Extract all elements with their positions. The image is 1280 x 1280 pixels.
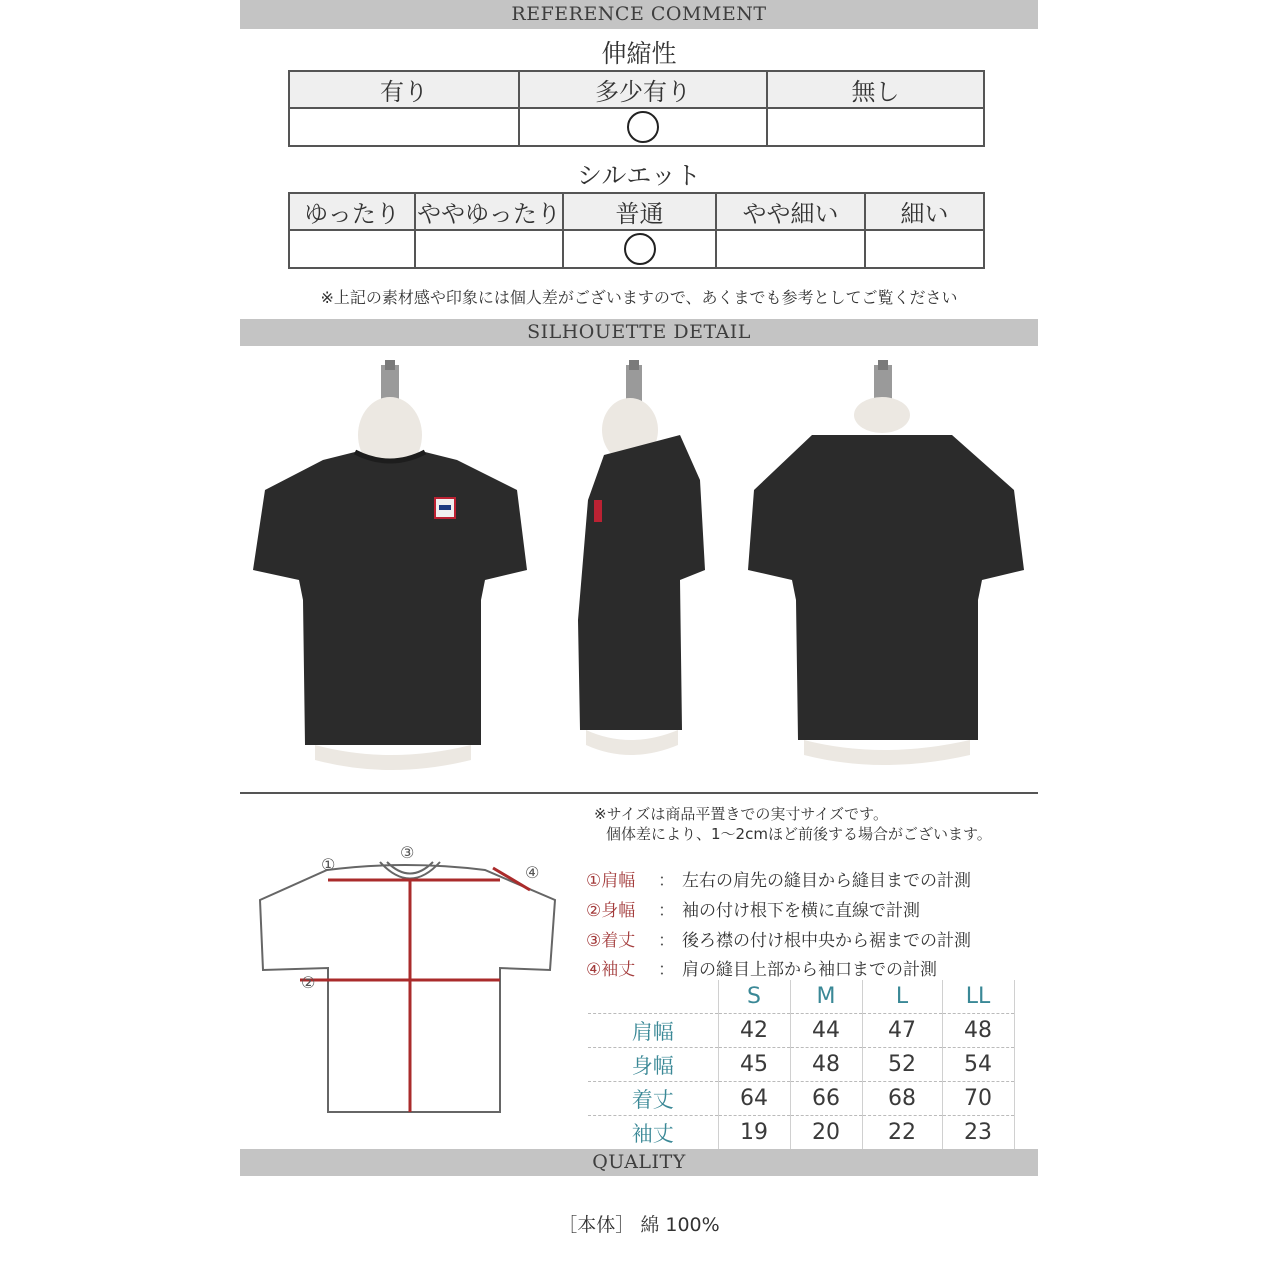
size-cell: 68	[862, 1082, 942, 1116]
measurement-desc: 袖の付け根下を横に直線で計測	[682, 901, 920, 921]
size-cell: 42	[718, 1014, 790, 1048]
size-note-line1: ※サイズは商品平置きでの実寸サイズです。	[594, 805, 888, 823]
marker-1: ①	[321, 855, 336, 874]
section-divider	[240, 792, 1038, 794]
tshirt-front-photo	[245, 360, 535, 780]
size-row-label: 着丈	[588, 1082, 718, 1116]
measurement-sep: ：	[658, 960, 675, 980]
silhouette-title: シルエット	[577, 161, 701, 190]
silhouette-value-slim	[865, 230, 984, 268]
size-header: LL	[942, 980, 1014, 1014]
stretch-value-somewhat	[519, 108, 767, 146]
measurement-label: ③着丈	[586, 931, 636, 951]
size-header: M	[790, 980, 862, 1014]
size-row	[588, 1014, 1014, 1048]
stretch-title: 伸縮性	[601, 39, 677, 68]
size-diagram	[255, 840, 575, 1120]
measurement-row	[586, 926, 971, 951]
stretch-header-none: 無し	[767, 71, 984, 108]
silhouette-value-slightly-slim	[716, 230, 865, 268]
measurement-sep: ：	[658, 901, 675, 921]
size-cell: 48	[790, 1048, 862, 1082]
reference-comment-header: REFERENCE COMMENT	[240, 0, 1038, 29]
measurement-row	[586, 955, 937, 980]
selected-circle-icon	[624, 233, 656, 265]
stretch-value-yes	[289, 108, 519, 146]
size-row-label: 肩幅	[588, 1014, 718, 1048]
size-row-label: 袖丈	[588, 1116, 718, 1150]
stretch-table	[288, 70, 985, 147]
silhouette-value-loose	[289, 230, 415, 268]
size-header: L	[862, 980, 942, 1014]
size-cell: 47	[862, 1014, 942, 1048]
size-cell: 52	[862, 1048, 942, 1082]
stretch-value-none	[767, 108, 984, 146]
silhouette-value-regular	[563, 230, 716, 268]
size-note-line2: 個体差により、1～2cmほど前後する場合がございます。	[606, 825, 992, 843]
size-table	[588, 980, 1015, 1150]
silhouette-table	[288, 192, 985, 269]
size-row-label: 身幅	[588, 1048, 718, 1082]
measurement-desc: 肩の縫目上部から袖口までの計測	[682, 960, 937, 980]
selected-circle-icon	[627, 111, 659, 143]
size-row	[588, 1116, 1014, 1150]
size-cell: 19	[718, 1116, 790, 1150]
quality-header: QUALITY	[240, 1149, 1038, 1176]
silhouette-detail-header: SILHOUETTE DETAIL	[240, 319, 1038, 346]
size-cell: 23	[942, 1116, 1014, 1150]
size-cell: 45	[718, 1048, 790, 1082]
stretch-header-yes: 有り	[289, 71, 519, 108]
size-corner	[588, 980, 718, 1014]
size-row	[588, 1082, 1014, 1116]
measurement-sep: ：	[658, 871, 675, 891]
silhouette-header-slightly-slim: やや細い	[716, 193, 865, 230]
marker-3: ③	[400, 843, 415, 862]
size-cell: 22	[862, 1116, 942, 1150]
size-cell: 20	[790, 1116, 862, 1150]
silhouette-header-loose: ゆったり	[289, 193, 415, 230]
size-cell: 44	[790, 1014, 862, 1048]
quality-text: ［本体］ 綿 100%	[558, 1214, 720, 1236]
measurement-sep: ：	[658, 931, 675, 951]
size-cell: 48	[942, 1014, 1014, 1048]
size-cell: 70	[942, 1082, 1014, 1116]
silhouette-header-regular: 普通	[563, 193, 716, 230]
measurement-row	[586, 866, 971, 891]
measurement-row	[586, 896, 920, 921]
disclaimer-note: ※上記の素材感や印象には個人差がございますので、あくまでも参考としてご覧ください	[320, 288, 958, 307]
silhouette-value-slightly-loose	[415, 230, 563, 268]
measurement-label: ①肩幅	[586, 871, 636, 891]
marker-4: ④	[525, 863, 540, 882]
measurement-desc: 左右の肩先の縫目から縫目までの計測	[682, 871, 971, 891]
size-cell: 54	[942, 1048, 1014, 1082]
silhouette-header-slim: 細い	[865, 193, 984, 230]
measurement-desc: 後ろ襟の付け根中央から裾までの計測	[682, 931, 971, 951]
marker-2: ②	[301, 973, 316, 992]
tshirt-side-photo	[560, 360, 740, 780]
stretch-header-somewhat: 多少有り	[519, 71, 767, 108]
size-cell: 66	[790, 1082, 862, 1116]
size-row	[588, 1048, 1014, 1082]
tshirt-back-photo	[742, 360, 1032, 780]
silhouette-header-slightly-loose: ややゆったり	[415, 193, 563, 230]
size-cell: 64	[718, 1082, 790, 1116]
size-header: S	[718, 980, 790, 1014]
measurement-label: ④袖丈	[586, 960, 636, 980]
measurement-label: ②身幅	[586, 901, 636, 921]
